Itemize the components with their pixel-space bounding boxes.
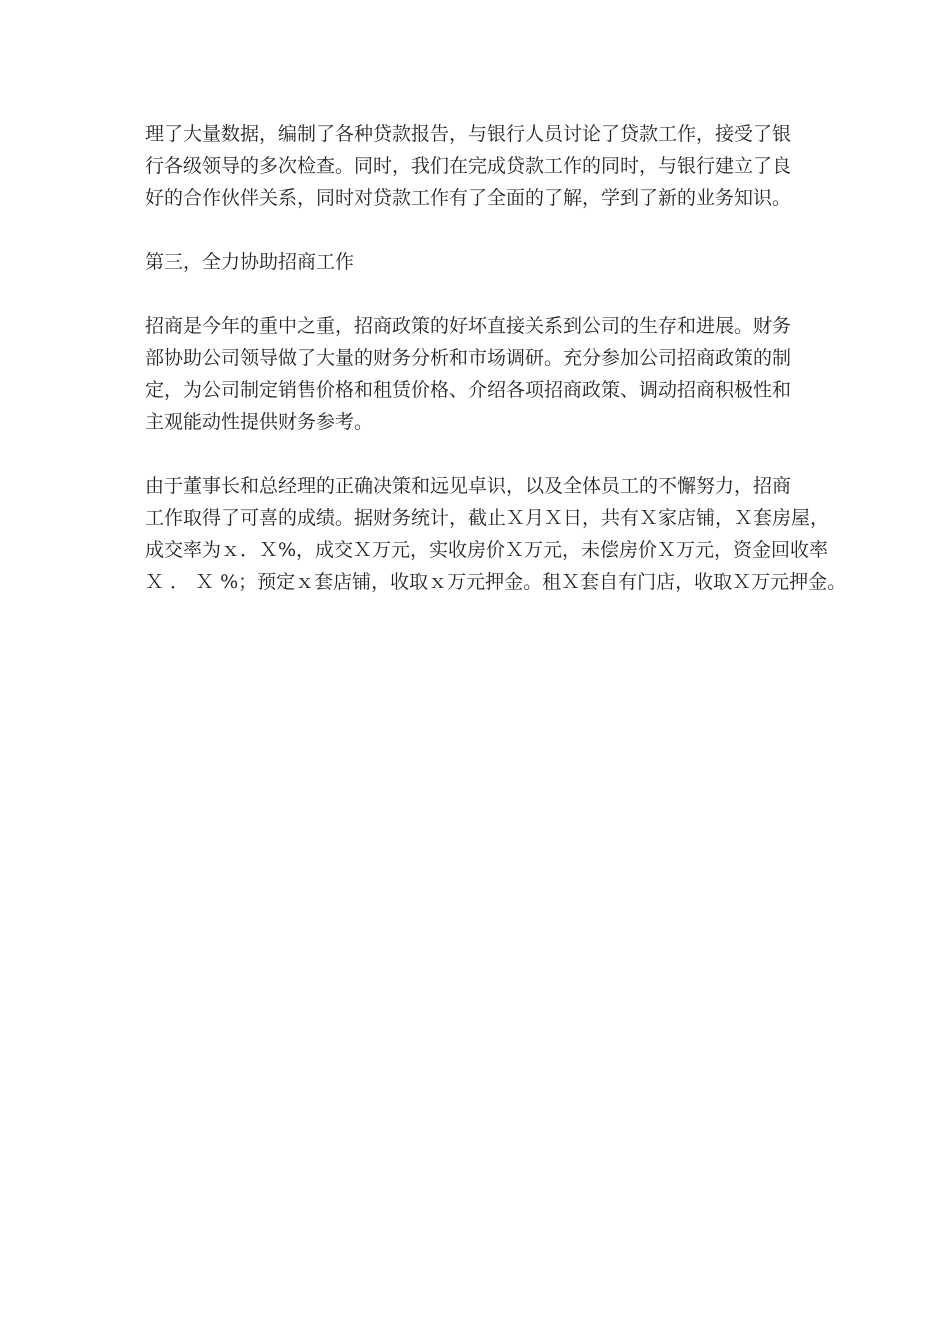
text-line: 主观能动性提供财务参考。 <box>145 411 374 433</box>
text-line: Ｘ ． Ｘ %；预定ｘ套店铺，收取ｘ万元押金。租Ｘ套自有门店，收取Ｘ万元押金。 <box>145 571 847 593</box>
text-line: 由于董事长和总经理的正确决策和远见卓识，以及全体员工的不懈努力，招商 <box>145 475 792 497</box>
text-line: 部协助公司领导做了大量的财务分析和市场调研。充分参加公司招商政策的制 <box>145 347 792 369</box>
paragraph-investment-results <box>145 470 847 598</box>
section-heading-text: 第三，全力协助招商工作 <box>145 251 355 273</box>
paragraph-investment-policy <box>145 310 817 438</box>
paragraph-loan-work <box>145 118 817 214</box>
text-line: 好的合作伙伴关系，同时对贷款工作有了全面的了解，学到了新的业务知识。 <box>145 187 792 209</box>
text-line: 理了大量数据，编制了各种贷款报告，与银行人员讨论了贷款工作，接受了银 <box>145 123 792 145</box>
text-line: 成交率为ｘ．Ｘ%，成交Ｘ万元，实收房价Ｘ万元，未偿房价Ｘ万元，资金回收率 <box>145 539 829 561</box>
text-line: 工作取得了可喜的成绩。据财务统计，截止Ｘ月Ｘ日，共有Ｘ家店铺，Ｘ套房屋， <box>145 507 830 529</box>
text-line: 定，为公司制定销售价格和租赁价格、介绍各项招商政策、调动招商积极性和 <box>145 379 792 401</box>
document-body <box>145 118 847 630</box>
section-heading <box>145 246 817 278</box>
text-line: 行各级领导的多次检查。同时，我们在完成贷款工作的同时，与银行建立了良 <box>145 155 792 177</box>
text-line: 招商是今年的重中之重，招商政策的好坏直接关系到公司的生存和进展。财务 <box>145 315 792 337</box>
